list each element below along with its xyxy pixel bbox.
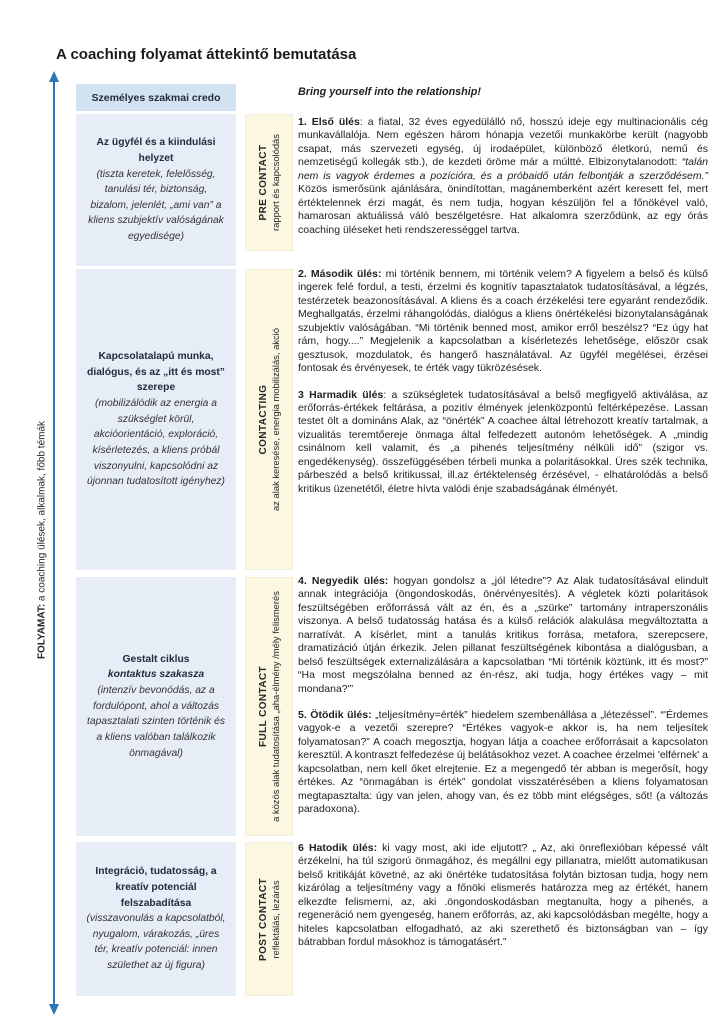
- stage-detail: (intenzív bevonódás, az a fordulópont, ahol a változás tapasztalati szinten történik és a kliens valóban találkozik önmagával): [87, 685, 225, 759]
- stage-box-integration: [76, 842, 236, 996]
- session-paragraph-2: [298, 268, 708, 376]
- phase-name: FULL CONTACT: [257, 665, 269, 748]
- session-quote: “talán nem is vagyok érdemes a pozícióra, és a próbaidő után felbontják a szerződésem.”: [298, 156, 708, 182]
- phase-label-inner: [258, 591, 281, 822]
- phase-label-full-contact: [245, 577, 293, 836]
- process-axis-line: [53, 82, 55, 1004]
- credo-box-label: Személyes szakmai credo: [91, 91, 221, 104]
- stage-title: Az ügyfél és a kiindulási helyzet: [96, 137, 216, 164]
- stage-detail: (tiszta keretek, felelősség, tanulási tér, biztonság, bizalom, jelenlét, „ami van” a kliens szubjektív valóságának egyedisége): [88, 168, 224, 243]
- phase-label-inner: [258, 878, 281, 961]
- session-lead: 1. Első ülés: [298, 116, 360, 128]
- session-lead: 2. Második ülés:: [298, 268, 382, 280]
- page-title: A coaching folyamat áttekintő bemutatása: [56, 46, 357, 63]
- stage-box-gestalt-cycle: [76, 577, 236, 836]
- stage-box-relational-work: [76, 269, 236, 570]
- session-paragraph-4: [298, 575, 708, 696]
- session-paragraph-5: [298, 709, 708, 817]
- text-row-post-contact: [298, 842, 708, 950]
- stage-title: Integráció, tudatosság, a kreatív potenciál felszabadítása: [95, 866, 217, 909]
- stage-subtitle: kontaktus szakasza: [107, 669, 205, 681]
- session-paragraph-1: [298, 116, 708, 237]
- phase-name: PRE CONTACT: [257, 144, 269, 221]
- stage-title: Kapcsolatalapú munka, dialógus, és az „itt és most” szerepe: [87, 351, 225, 394]
- session-body: „teljesítmény=érték” hiedelem szembenállása a „létezéssel”. “'Érdemes vagyok-e a vezetői szerepre? “Értékes vagyok-e akkor is, ha nem teljesítek folyamatosan?” A coach megosztja, hogyan látja a coachee erőforrásait a kapcsolaton keresztül. A kontraszt felfedezése új belátásokhoz vezet. A coachee érzelmei 'elférnek' a kapcsolatban, nem kell őket elrejtenie. Ez a megengedő tér abban is megerősít, hogy értékes. Az “önmagában is érték” gondolat visszatérésében a kliens folyamatosan megtapasztalta: úgy van jelen, ahogy van, és ez több mint elégséges, sőt! (a változás paradoxona).: [298, 708, 708, 815]
- session-body: : a fiatal, 32 éves egyedülálló nő, hosszú ideje egy multinacionális cég munkavállalója. Nem egészen három hónapja vezetői munkakörbe került (nagyobb csapat, más szervezeti egység, új irodaépület, különböző életkorú, nemű és nemzetiségű kollegák stb.), de kezdeti öröme már a múltté. Elbizonytalanodott:: [298, 116, 708, 169]
- phase-subtitle: reflektálás, lezárás: [269, 879, 281, 959]
- phase-subtitle: rapport és kapcsolódás: [269, 134, 281, 231]
- session-body: : a szükségletek tudatosításával a belső megfigyelő aktiválása, az erőforrás-értékek feltárása, a pozitív élmények jelenközpontú feltérképezése. Lassan testet ölt a domináns Alak, az “önérték” A coachee által létrehozott kreatív tartalmak, a vizualitás teremtőereje önmaga által felfedezett autonóm lehetőségek. A „mindig csinálnom kell valamit, és „a pihenés teljesítmény nélküli idő” (szigor vs. engedékenység). összefüggésében térbeli munka a polaritásokkal. Üres szék technika, párbeszéd a belső kritikussal, ill.az értéktelenség érzésével, - elhatárolódás a belső kritikus üzenetétől, életre hívta valódi énje szabadságának élményét.: [298, 388, 708, 495]
- stage-detail: (visszavonulás a kapcsolatból, nyugalom, várakozás, „üres tér, kreatív potenciál: innen születhet az új figura): [86, 913, 226, 972]
- session-lead: 3 Harmadik ülés: [298, 388, 384, 401]
- phase-label-inner: [258, 328, 281, 511]
- process-axis-label-bold: FOLYAMAT:: [36, 603, 48, 660]
- session-lead: 4. Negyedik ülés:: [298, 575, 389, 587]
- phase-label-post-contact: [245, 842, 293, 996]
- session-body: Közös ismerősünk ajánlására, önindítottan, magánemberként azért keresett fel, mert értéktelennek érzi magát, és nem tudja, hogyan készüljön fel a főnökével való, hamarosan aktuálissá váló beszélgetésre. Hat alkalomra szerződünk, az egy órás coaching üléseket heti rendszerességgel tartva.: [298, 183, 708, 236]
- process-axis-label-text: a coaching ülések, alkalmak, főbb témák: [36, 420, 48, 604]
- session-paragraph-6: [298, 842, 708, 950]
- text-row-pre-contact: [298, 116, 708, 237]
- arrow-down-icon: [49, 1004, 59, 1015]
- phase-subtitle: a közös alak tudatosítása „aha-élmény /mély felismerés: [269, 591, 281, 822]
- stage-title: Gestalt ciklus: [122, 653, 190, 665]
- text-row-contacting: [298, 268, 708, 496]
- session-body: hogyan gondolsz a „jól létedre”? Az Alak tudatosításával elindult annak integrációja (öngondoskodás, önérvényesítés). A végletek közti polaritások feszültségében erőforrássá vált az én, és a „szürke” tartomány intraperszonális viszonya. A belső tudatosság hatása és a külső relációk alakulása megváltoztatta a narratívát. A kísérlet, mint a tanulás kritikus forrása, metafora, szerepcsere, dramatizáció útján érkezik. Jelen pillanat feszültségének kibontása a dialógusban, a belső feszültségek externalizálására a kapcsolatban “Mi történik köztünk, itt és most?” “Ha most megszólalna benned az én-rész, aki tudja, hogy értékes vagy – mit mondana?'”: [298, 575, 708, 695]
- phase-label-inner: [258, 134, 281, 231]
- stage-detail: (mobilizálódik az energia a szükséglet körül, akcióorientáció, exploráció, kísérletezés, a kliens próbál viszonyulni, kapcsolódni az újonnan tudatosított igényhez): [87, 398, 225, 488]
- session-body: ki vagy most, aki ide eljutott? „ Az, aki önreflexióban képessé vált érzékelni, ha túl szigorú önmagához, és megállni egy pillanatra, mielőtt automatikusan belső kritikáját követné, az aki önértéke tudatosítása folytán biztosan tudja, hogy nem kizárólag a teljesítmény vagy a főnöki elismerés határozza meg az értékét, hanem elkezdte felismerni, az, aki .öngondoskodásban megtanulta, hogy a pihenés, a regeneráció nem gyengeség, hanem erőforrás, az, aki kapcsolódásban megélte, hogy a hiteles kapcsolatban elfogadható, az aki szerethető és biztonságban van – így bátrabban fordul másokhoz is támogatásért.”: [298, 842, 709, 949]
- process-axis-label: [37, 421, 48, 659]
- stage-box-client-situation: [76, 114, 236, 266]
- session-body: mi történik bennem, mi történik velem? A figyelem a belső és külső ingerek felé fordul, a testi, érzelmi és kognitív tapasztalatok tudatosításával, a légzés, testérzetek beazonosításával. A kliens és a coach érzékelési tere egyaránt rendeződik. Meghallgatás, érzelmi ráhangolódás, dialógus a kliens önértékelési bizonytalanságának szubjektív valóságában. “Mi történik benned most, amikor erről beszélsz? “Ez úgy hat rám, hogy....” Megjelenik a kapcsolatban a kísérletezés lehetősége, először csak gesztusok, mozdulatok, és hangerő használatával. Az ügyfél megélései, érzései fontosak és érvényesek, te érték vagy tükrözésések.: [298, 268, 709, 375]
- text-row-full-contact: [298, 575, 708, 816]
- phase-subtitle: az alak keresése, energia mobilizálás, akció: [269, 328, 281, 511]
- session-lead: 6 Hatodik ülés:: [298, 842, 378, 854]
- session-lead: 5. Ötödik ülés:: [298, 708, 372, 721]
- credo-box: [76, 84, 236, 111]
- phase-label-pre-contact: [245, 114, 293, 251]
- phase-label-contacting: [245, 269, 293, 570]
- phase-name: POST CONTACT: [257, 877, 269, 961]
- credo-motto: Bring yourself into the relationship!: [298, 86, 481, 98]
- session-paragraph-3: [298, 389, 708, 497]
- phase-name: CONTACTING: [257, 384, 269, 455]
- arrow-up-icon: [49, 71, 59, 82]
